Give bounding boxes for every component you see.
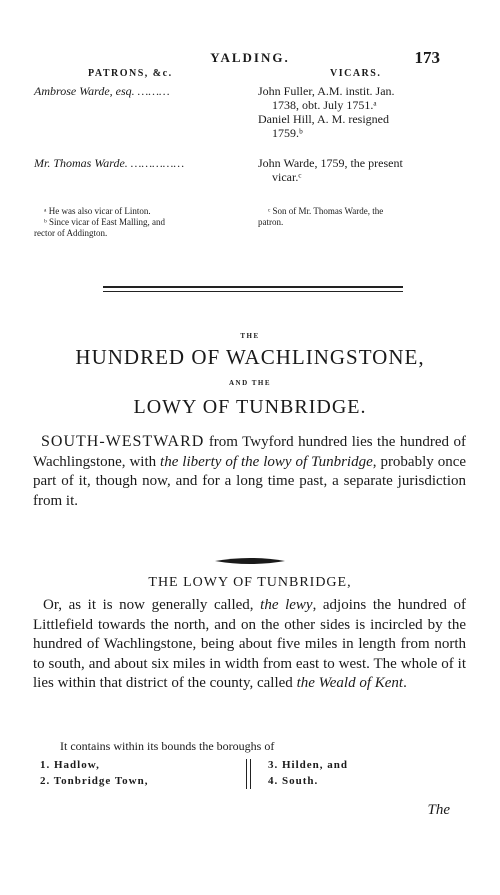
vicar-entry-1-line-4: 1759.ᵇ <box>272 126 303 140</box>
paragraph-2-italic-1: the lewy <box>260 597 313 613</box>
paragraph-1-text-2: , probably once part of it, though now, and for a long time past, a separate jurisdiction from it. <box>33 453 467 509</box>
vicar-entry-1-line-1: John Fuller, A.M. instit. Jan. <box>258 84 395 98</box>
paragraph-1-text: from Twyford hundred lies the hundred of Wachlingstone, with <box>33 434 466 470</box>
borough-4: 4. South. <box>268 775 319 787</box>
footnotes-left <box>34 206 244 239</box>
paragraph-2 <box>33 596 466 694</box>
borough-divider-left <box>246 759 247 789</box>
the-label: THE <box>240 332 260 340</box>
boroughs-right <box>268 757 348 789</box>
hundred-title: HUNDRED OF WACHLINGSTONE, <box>75 345 425 369</box>
page-number: 173 <box>414 48 440 67</box>
footnote-c-cont: patron. <box>258 217 284 227</box>
paragraph-2-text-3: . <box>403 675 407 691</box>
patrons-column-header: PATRONS, &c. <box>88 68 173 79</box>
paragraph-1 <box>33 432 466 511</box>
footnote-b-cont: rector of Addington. <box>34 228 108 238</box>
borough-divider-right <box>250 759 251 789</box>
footnotes-right <box>258 206 468 228</box>
vicar-entry-1 <box>258 84 463 140</box>
vicar-entry-2-line-2: vicar.ᶜ <box>272 170 302 184</box>
paragraph-2-text: Or, as it is now generally called, <box>43 597 261 613</box>
footnote-c: ᶜ Son of Mr. Thomas Warde, the <box>268 206 384 216</box>
ornament-dash-icon <box>215 556 285 566</box>
footnote-b: ᵇ Since vicar of East Malling, and <box>44 217 166 227</box>
section-rule-thick <box>103 286 403 288</box>
contains-line: It contains within its bounds the boroughs of <box>60 739 275 753</box>
vicar-entry-2-line-1: John Warde, 1759, the present <box>258 156 403 170</box>
lowy-subheading: THE LOWY OF TUNBRIDGE, <box>148 575 352 590</box>
vicars-column-header: VICARS. <box>330 68 382 79</box>
patron-entry-1: Ambrose Warde, esq. ……… <box>34 84 170 98</box>
and-the-label: AND THE <box>228 379 272 387</box>
patron-entry-2: Mr. Thomas Warde. …………… <box>34 156 185 170</box>
lowy-title: LOWY OF TUNBRIDGE. <box>133 396 367 418</box>
paragraph-2-italic-2: the Weald of Kent <box>296 675 404 691</box>
boroughs-left <box>40 757 149 789</box>
footnote-a: ᵃ He was also vicar of Linton. <box>44 206 151 216</box>
vicar-entry-1-line-3: Daniel Hill, A. M. resigned <box>258 112 389 126</box>
running-header-title: YALDING. <box>210 50 290 65</box>
catchword: The <box>427 802 450 818</box>
paragraph-1-italic: the liberty of the lowy of Tunbridge <box>160 453 373 470</box>
borough-1: 1. Hadlow, <box>40 759 100 771</box>
borough-3: 3. Hilden, and <box>268 759 349 771</box>
paragraph-2-text-2: , adjoins the hundred of Littlefield towards the north, and on the other sides is incircled by the hundred of Wachlingstone, being about five miles in length from north to south, and about six miles in width from east to west. The whole of it lies within that district of the county, called <box>33 597 466 691</box>
vicar-entry-2 <box>258 156 463 184</box>
section-rule-thin <box>103 291 403 292</box>
borough-2: 2. Tonbridge Town, <box>40 775 149 787</box>
vicar-entry-1-line-2: 1738, obt. July 1751.ᵃ <box>272 98 377 112</box>
paragraph-1-lead: SOUTH-WESTWARD <box>41 433 205 450</box>
